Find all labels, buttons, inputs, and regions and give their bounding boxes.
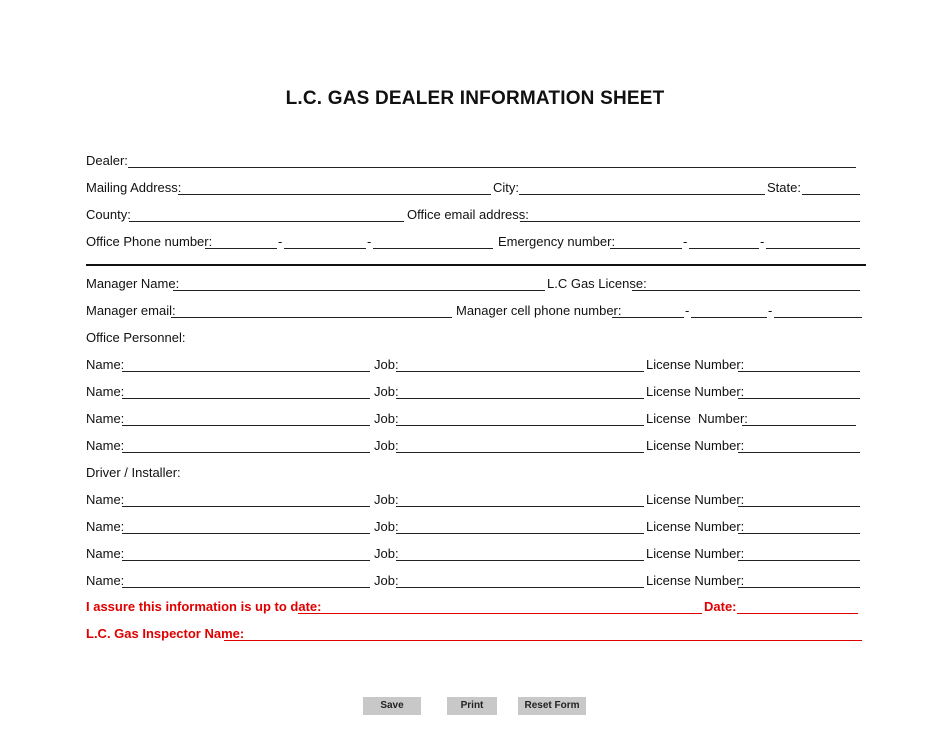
job-label: Job: <box>374 411 399 426</box>
assurance-label: I assure this information is up to date: <box>86 599 322 614</box>
manager-email-row <box>86 302 864 322</box>
office-phone-area-field[interactable] <box>205 233 277 249</box>
driver-license-field[interactable] <box>738 545 860 561</box>
save-button[interactable]: Save <box>363 697 421 715</box>
manager-cell-prefix-field[interactable] <box>691 302 767 318</box>
driver-job-field[interactable] <box>396 518 644 534</box>
personnel-license-field[interactable] <box>738 383 860 399</box>
phone-separator: - <box>768 303 773 318</box>
personnel-job-field[interactable] <box>396 383 644 399</box>
personnel-name-field[interactable] <box>122 410 370 426</box>
state-field[interactable] <box>802 179 860 195</box>
office-email-field[interactable] <box>520 206 860 222</box>
print-button[interactable]: Print <box>447 697 497 715</box>
dealer-label: Dealer: <box>86 153 128 168</box>
state-label: State: <box>767 180 801 195</box>
personnel-job-field[interactable] <box>396 437 644 453</box>
personnel-name-field[interactable] <box>122 356 370 372</box>
personnel-license-field[interactable] <box>738 356 860 372</box>
job-label: Job: <box>374 357 399 372</box>
phone-separator: - <box>278 234 283 249</box>
job-label: Job: <box>374 546 399 561</box>
license-number-label: License Number: <box>646 492 745 507</box>
name-label: Name: <box>86 546 125 561</box>
office-phone-line-field[interactable] <box>373 233 493 249</box>
assurance-row <box>86 598 864 618</box>
dealer-field[interactable] <box>128 152 856 168</box>
reset-form-button[interactable]: Reset Form <box>518 697 586 715</box>
license-number-label: License Number: <box>646 546 745 561</box>
date-field[interactable] <box>737 598 858 614</box>
driver-row <box>86 572 864 592</box>
driver-name-field[interactable] <box>122 572 370 588</box>
driver-job-field[interactable] <box>396 572 644 588</box>
license-number-label: License Number: <box>646 438 745 453</box>
assurance-signature-field[interactable] <box>298 598 702 614</box>
office-phone-row <box>86 233 864 253</box>
county-row <box>86 206 864 226</box>
manager-email-label: Manager email: <box>86 303 176 318</box>
mailing-address-label: Mailing Address: <box>86 180 182 195</box>
job-label: Job: <box>374 384 399 399</box>
manager-email-field[interactable] <box>171 302 452 318</box>
name-label: Name: <box>86 411 125 426</box>
personnel-job-field[interactable] <box>396 356 644 372</box>
license-number-label: License Number: <box>646 384 745 399</box>
inspector-row <box>86 625 864 645</box>
personnel-license-field[interactable] <box>738 437 860 453</box>
office-personnel-heading-row <box>86 329 864 349</box>
phone-separator: - <box>760 234 765 249</box>
dealer-row <box>86 152 864 172</box>
emergency-line-field[interactable] <box>766 233 860 249</box>
license-number-label: License Number: <box>646 411 748 426</box>
driver-row <box>86 518 864 538</box>
mailing-address-row <box>86 179 864 199</box>
personnel-name-field[interactable] <box>122 437 370 453</box>
county-field[interactable] <box>129 206 404 222</box>
manager-cell-area-field[interactable] <box>612 302 684 318</box>
emergency-prefix-field[interactable] <box>689 233 759 249</box>
office-personnel-heading: Office Personnel: <box>86 330 186 345</box>
city-label: City: <box>493 180 519 195</box>
driver-row <box>86 491 864 511</box>
personnel-row <box>86 437 864 457</box>
emergency-number-label: Emergency number: <box>498 234 616 249</box>
manager-name-row <box>86 275 864 295</box>
license-number-label: License Number: <box>646 573 745 588</box>
phone-separator: - <box>685 303 690 318</box>
license-number-label: License Number: <box>646 519 745 534</box>
personnel-license-field[interactable] <box>742 410 856 426</box>
mailing-address-field[interactable] <box>178 179 491 195</box>
personnel-row <box>86 356 864 376</box>
gas-license-label: L.C Gas License: <box>547 276 647 291</box>
driver-job-field[interactable] <box>396 545 644 561</box>
phone-separator: - <box>683 234 688 249</box>
office-phone-label: Office Phone number: <box>86 234 213 249</box>
driver-name-field[interactable] <box>122 518 370 534</box>
emergency-area-field[interactable] <box>610 233 682 249</box>
driver-license-field[interactable] <box>738 491 860 507</box>
phone-separator: - <box>367 234 372 249</box>
driver-name-field[interactable] <box>122 545 370 561</box>
manager-name-label: Manager Name: <box>86 276 180 291</box>
manager-name-field[interactable] <box>173 275 545 291</box>
city-field[interactable] <box>519 179 765 195</box>
office-phone-prefix-field[interactable] <box>284 233 366 249</box>
name-label: Name: <box>86 492 125 507</box>
job-label: Job: <box>374 573 399 588</box>
name-label: Name: <box>86 384 125 399</box>
personnel-job-field[interactable] <box>396 410 644 426</box>
driver-job-field[interactable] <box>396 491 644 507</box>
inspector-name-field[interactable] <box>224 625 862 641</box>
personnel-row <box>86 383 864 403</box>
gas-license-field[interactable] <box>632 275 860 291</box>
county-label: County: <box>86 207 131 222</box>
name-label: Name: <box>86 357 125 372</box>
job-label: Job: <box>374 519 399 534</box>
driver-license-field[interactable] <box>738 518 860 534</box>
driver-row <box>86 545 864 565</box>
driver-heading-row <box>86 464 864 484</box>
job-label: Job: <box>374 492 399 507</box>
manager-cell-line-field[interactable] <box>774 302 862 318</box>
page-title: L.C. GAS DEALER INFORMATION SHEET <box>285 88 665 109</box>
inspector-name-label: L.C. Gas Inspector Name: <box>86 626 245 641</box>
name-label: Name: <box>86 573 125 588</box>
date-label: Date: <box>704 599 737 614</box>
manager-cell-label: Manager cell phone number: <box>456 303 622 318</box>
driver-name-field[interactable] <box>122 491 370 507</box>
name-label: Name: <box>86 438 125 453</box>
office-email-label: Office email address: <box>407 207 529 222</box>
driver-license-field[interactable] <box>738 572 860 588</box>
section-divider <box>86 264 866 266</box>
driver-installer-heading: Driver / Installer: <box>86 465 181 480</box>
license-number-label: License Number: <box>646 357 745 372</box>
personnel-row <box>86 410 864 430</box>
personnel-name-field[interactable] <box>122 383 370 399</box>
name-label: Name: <box>86 519 125 534</box>
job-label: Job: <box>374 438 399 453</box>
